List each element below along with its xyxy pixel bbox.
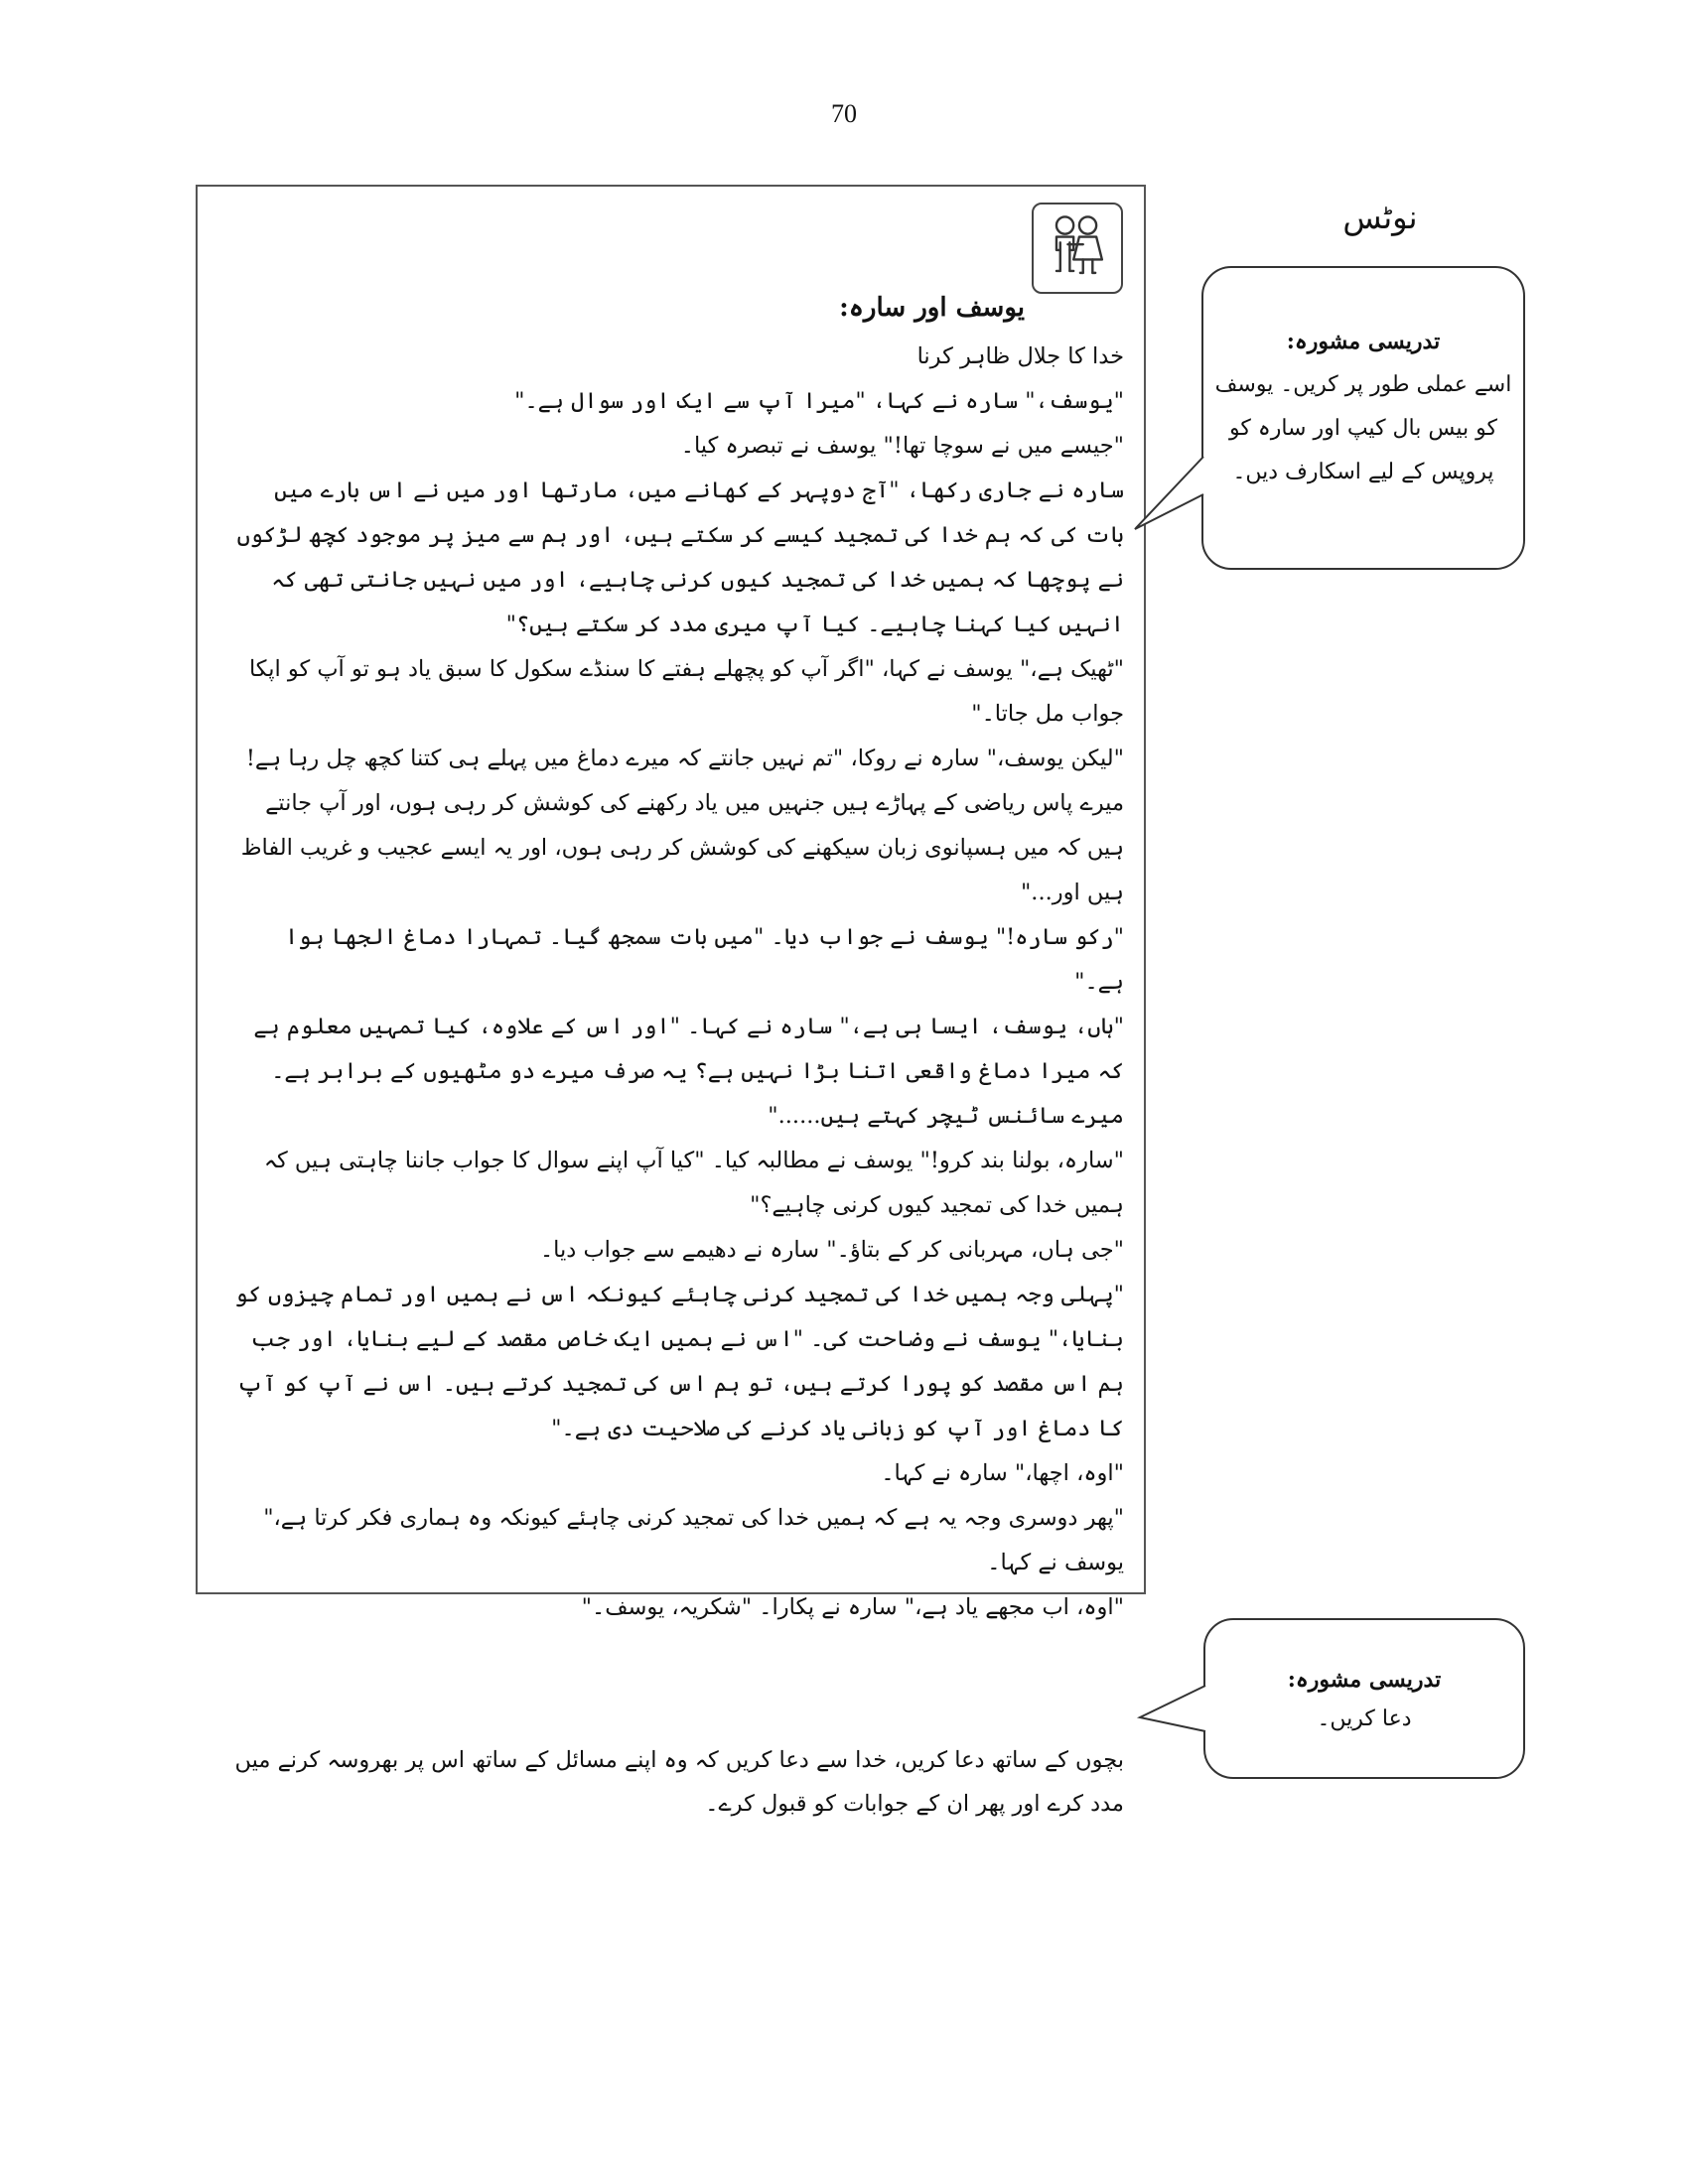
story-paragraph: "پھر دوسری وجہ یہ ہے کہ ہمیں خدا کی تمجید کرنی چاہئے کیونکہ وہ ہماری فکر کرتا ہے،" یوسف نے کہا۔ <box>263 1505 1124 1575</box>
story-paragraph: سارہ نے جاری رکھا، "آج دوپہر کے کھانے میں، مارتھا اور میں نے اس بارے میں بات کی کہ ہم خدا کی تمجید کیسے کر سکتے ہیں، اور ہم سے میز پر موجود کچھ لڑکوں نے پوچھا کہ ہمیں خدا کی تمجید کیوں کرنی چاہیے، اور میں نہیں جانتی تھی کہ انہیں کیا کہنا چاہیے۔ کیا آپ میری مدد کر سکتے ہیں؟" <box>236 478 1124 637</box>
content-box <box>196 185 1146 1817</box>
story-title: یوسف اور سارہ: <box>839 293 1025 323</box>
story-paragraph: "رکو سارہ!" یوسف نے جواب دیا۔ "میں بات سمجھ گیا۔ تمہارا دماغ الجھا ہوا ہے۔" <box>285 924 1124 995</box>
story-paragraph: "جیسے میں نے سوچا تھا!" یوسف نے تبصرہ کیا۔ <box>680 433 1124 459</box>
tip-line: کو بیس بال کیپ اور سارہ کو <box>1229 416 1497 441</box>
teaching-tip-callout <box>1201 266 1525 570</box>
notes-heading: نوٹس <box>1342 199 1418 236</box>
tip-line: پروپس کے لیے اسکارف دیں۔ <box>1232 460 1494 484</box>
story-paragraph: "ہاں، یوسف، ایسا ہی ہے،" سارہ نے کہا۔ "اور اس کے علاوہ، کیا تمہیں معلوم ہے کہ میرا دماغ واقعی اتنا بڑا نہیں ہے؟ یہ صرف میرے دو مٹھیوں کے برابر ہے۔ میرے سائنس ٹیچر کہتے ہیں......" <box>253 1014 1124 1129</box>
story-paragraph: "اوہ، اچھا،" سارہ نے کہا۔ <box>881 1460 1124 1486</box>
story-paragraph: "جی ہاں، مہربانی کر کے بتاؤ۔" سارہ نے دھیمے سے جواب دیا۔ <box>539 1237 1124 1263</box>
story-paragraph: "ٹھیک ہے،" یوسف نے کہا، "اگر آپ کو پچھلے ہفتے کا سنڈے سکول کا سبق یاد ہو تو آپ کو اپکا جواب مل جاتا۔" <box>248 656 1124 727</box>
tip-title: تدریسی مشورہ: <box>1286 329 1441 354</box>
story-paragraph: "یوسف،" سارہ نے کہا، "میرا آپ سے ایک اور سوال ہے۔" <box>514 388 1124 414</box>
story-paragraph: "اوہ، اب مجھے یاد ہے،" سارہ نے پکارا۔ "شکریہ، یوسف۔" <box>581 1594 1124 1620</box>
teaching-tip-callout <box>1203 1618 1525 1779</box>
page-number: 70 <box>831 99 857 128</box>
tip-title: تدریسی مشورہ: <box>1287 1667 1442 1693</box>
story-subtitle: خدا کا جلال ظاہر کرنا <box>916 343 1124 369</box>
story-paragraph: "سارہ، بولنا بند کرو!" یوسف نے مطالبہ کیا۔ "کیا آپ اپنے سوال کا جواب جاننا چاہتی ہیں کہ ہمیں خدا کی تمجید کیوں کرنی چاہیے؟" <box>263 1148 1124 1218</box>
tip-line: اسے عملی طور پر کریں۔ یوسف <box>1214 372 1512 397</box>
prayer-instruction: بچوں کے ساتھ دعا کریں، خدا سے دعا کریں کہ وہ اپنے مسائل کے ساتھ اس پر بھروسہ کرنے میں مدد کرے اور پھر ان کے جوابات کو قبول کرے۔ <box>234 1746 1124 1817</box>
story-paragraph: "لیکن یوسف،" سارہ نے روکا، "تم نہیں جانتے کہ میرے دماغ میں پہلے ہی کتنا کچھ چل رہا ہے! میرے پاس ریاضی کے پہاڑے ہیں جنہیں میں یاد رکھنے کی کوشش کر رہی ہوں، اور آپ جانتے ہیں کہ میں ہسپانوی زبان سیکھنے کی کوشش کر رہی ہوں، اور یہ ایسے عجیب و غریب الفاظ ہیں اور..." <box>240 746 1124 905</box>
tip-line: دعا کریں۔ <box>1317 1706 1412 1731</box>
story-paragraph: "پہلی وجہ ہمیں خدا کی تمجید کرنی چاہئے کیونکہ اس نے ہمیں اور تمام چیزوں کو بنایا،" یوسف نے وضاحت کی۔ "اس نے ہمیں ایک خاص مقصد کے لیے بنایا، اور جب ہم اس مقصد کو پورا کرتے ہیں، تو ہم اس کی تمجید کرتے ہیں۔ اس نے آپ کو آپ کا دماغ اور آپ کو زبانی یاد کرنے کی صلاحیت دی ہے۔" <box>234 1282 1124 1441</box>
callout-pointer <box>1140 1686 1205 1731</box>
story <box>231 284 1124 1630</box>
kids-icon <box>1032 203 1123 294</box>
